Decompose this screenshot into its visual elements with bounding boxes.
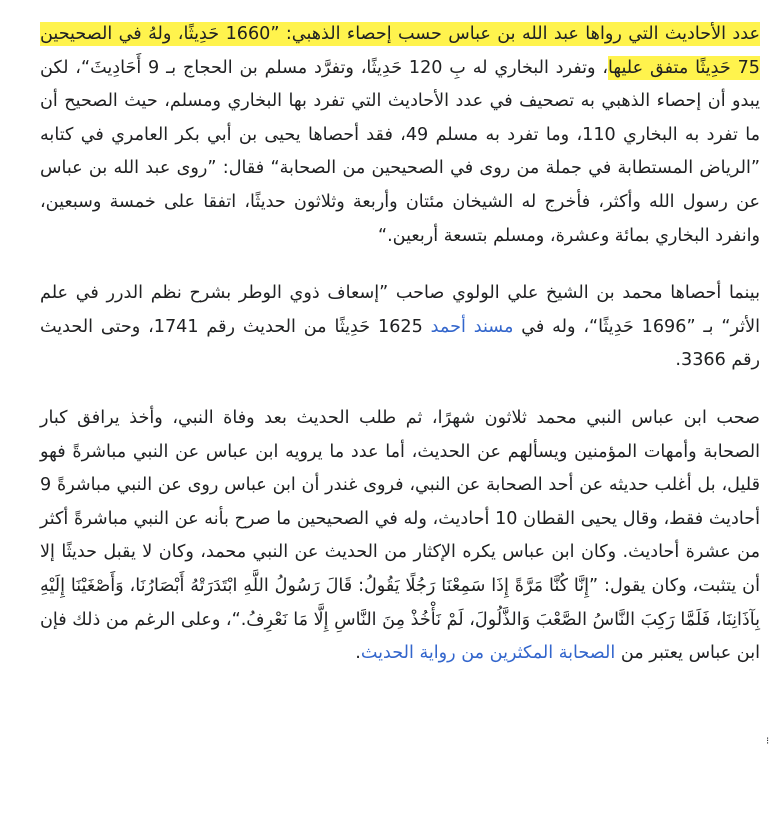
paragraph-text: ، وتفرد البخاري له بِ 120 حَدِيثًا، وتفرَّد مسلم بن الحجاج بـ 9 أَحَادِيثَ“، لكن يبدو أن إحصاء الذهبي به تصحيف في عدد الأحاديث التي تفرد بها البخاري ومسلم، حيث الصحيح أن ما تفرد به البخاري 110، وما تفرد به مسلم 49، فقد أحصاها يحيى بن أبي بكر العامري في كتابه ”الرياض المستطابة في جملة من روى في الصحيحين من الصحابة“ فقال: ”روى عبد الله بن عباس عن رسول الله وأكثر، فأخرج له الشيخان مئتان وأربعة وثلاثون حديثًا، اتفقا على خمسة وسبعين، وانفرد البخاري بمائة وعشرة، ومسلم بتسعة أربعين.“ <box>40 57 761 246</box>
paragraph-companionship <box>40 402 760 671</box>
paragraph-hadith-count <box>40 18 760 253</box>
prolific-companions-link[interactable]: الصحابة المكثرين من رواية الحديث <box>360 643 616 664</box>
highlighted-text: عدد الأحاديث التي رواها عبد الله بن عباس حسب إحصاء الذهبي: ”1660 حَدِيثًا، ولهُ في الصحيحين 75 حَدِيثًا متفق عليها <box>40 24 760 78</box>
musnad-ahmad-link[interactable]: مسند أحمد <box>430 316 514 337</box>
cursor-mark-icon: ⁝ <box>766 736 769 747</box>
paragraph-text: بينما أحصاها محمد بن الشيخ علي الولوي صاحب ”إسعاف ذوي الوطر بشرح نظم الدرر في علم الأثر“ بـ ”1696 حَدِيثًا“، وله في <box>40 283 760 337</box>
paragraph-text: 1625 حَدِيثًا من الحديث رقم 1741، وحتى الحديث رقم 3366. <box>40 316 760 371</box>
article-body <box>40 18 760 695</box>
paragraph-text: . <box>355 643 361 664</box>
paragraph-text: صحب ابن عباس النبي محمد ثلاثون شهرًا، ثم طلب الحديث بعد وفاة النبي، وأخذ يرافق كبار الصحابة وأمهات المؤمنين ويسألهم عن الحديث، أما عدد ما يرويه ابن عباس عن النبي مباشرةً فهو قليل، بل أغلب حديثه عن أحد الصحابة عن النبي، فروى غندر أن ابن عباس روى عن النبي مباشرةً 9 أحاديث فقط، وقال يحيى القطان 10 أحاديث، وله في الصحيحين ما صرح بأنه عن النبي مباشرةً أكثر من عشرة أحاديث. وكان ابن عباس يكره الإكثار من الحديث عن النبي محمد، وكان لا يقبل حديثًا إلا أن يتثبت، وكان يقول: ”إِنَّا كُنَّا مَرَّةً إِذَا سَمِعْنَا رَجُلًا يَقُولُ: قَالَ رَسُولُ اللَّهِ ابْتَدَرَتْهُ أَبْصَارُنَا، وَأَصْغَيْنَا إِلَيْهِ بِآذَانِنَا، فَلَمَّا رَكِبَ النَّاسُ الصَّعْبَ وَالذَّلُولَ، لَمْ نَأْخُذْ مِنَ النَّاسِ إِلَّا مَا نَعْرِفُ.“، وعلى الرغم من ذلك فإن ابن عباس يعتبر من <box>40 407 760 664</box>
paragraph-walawi-count <box>40 277 760 378</box>
